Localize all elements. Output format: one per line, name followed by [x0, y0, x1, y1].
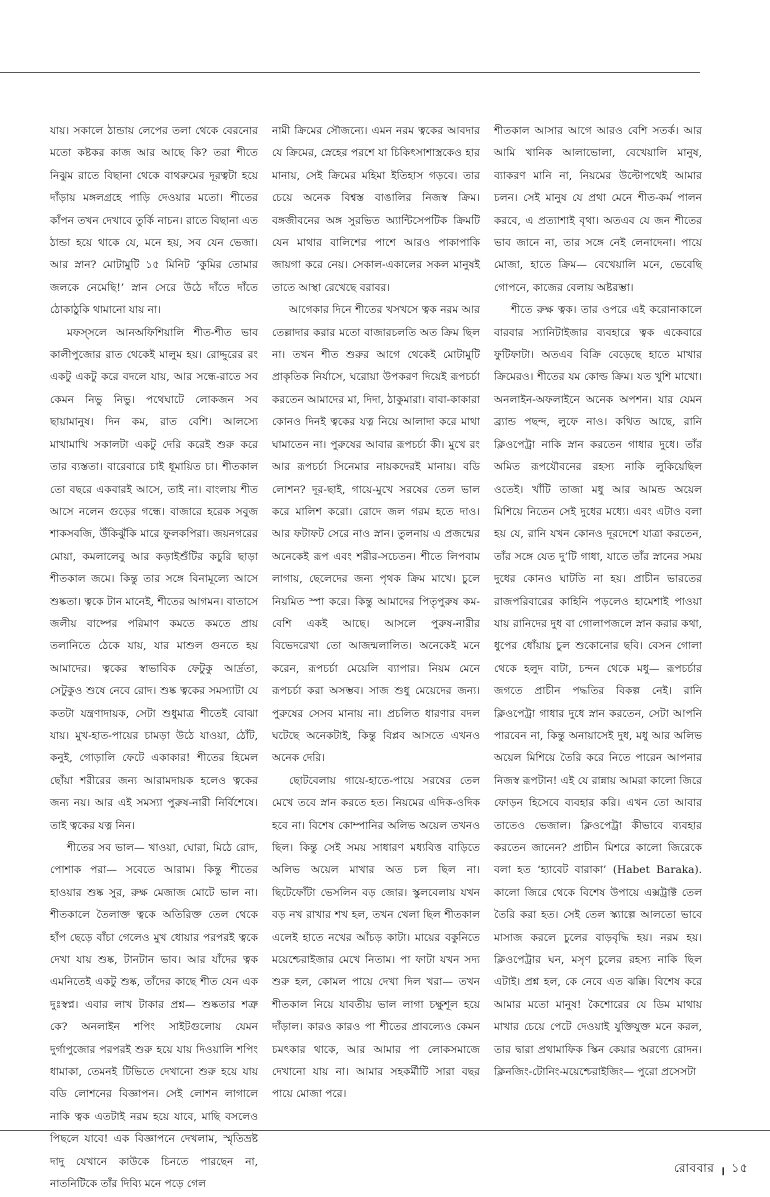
section-name: রোববার [673, 1161, 715, 1175]
page-number: ১৫ [731, 1161, 748, 1175]
paragraph: ছোটবেলায় গায়ে-হাতে-পায়ে সরষের তেল মেখে তবে স্নান করতে হত। নিয়মের এদিক-ওদিক হবে না। বিশেষ কোম্পানির অলিভ অয়েল তখনও ছিল। কিন্তু সেই সময় সাধারণ মধ্যবিত্ত বাড়িতে অলিভ অয়েল মাখার অত চল ছিল না। ছিটেফোঁটা ভেসলিন বড় জোর। স্কুলবেলায় যখন বড় নখ রাখার শখ হল, তখন খেলা ছিল শীতকাল এলেই হাতে নখের আঁচড় কাটা। মায়ের বকুনিতে ময়েশ্চেরাইজার মেখে নিতাম। পা ফাটা যখন সদ্য শুরু হল, কোমল পায়ে দেখা দিল খরা— তখন শীতকাল নিয়ে যাবতীয় ভাল লাগা চক্ষুশূল হয়ে দাঁড়াল। কারও কারও পা শীতের প্রাবল্যেও কেমন চমৎকার থাকে, আর আমার পা লোকসমাজে দেখানো যায় না। আমার সহকর্মীটি সারা বছর পায়ে মোজা পরে। [272, 774, 480, 1101]
paragraph: মফস্সলে আনঅফিশিয়ালি শীত-শীত ভাব কালীপুজোর রাত থেকেই মালুম হয়। রোদ্দুরের রং একটু একটু করে বদলে যায়, আর সন্ধে-রাতে সব কেমন নিভু নিভু। পথেঘাটে লোকজন সব ছায়ামানুষ। দিন কম, রাত বেশি। আলস্যে মাখামাখি সকালটা একটু দেরি করেই শুরু করে তার ব্যস্ততা। বারেবারে চাই ধূমায়িত চা। শীতকাল তো বছরে একবারই আসে, তাই না। বাংলায় শীত আসে নলেন গুড়ের গন্ধে। বাজারে হরেক সবুজ শাকসবজি, উঁকিঝুঁকি মারে ফুলকপিরা। জয়নগরের মোয়া, কমলালেবু আর কড়াইশুঁটির কচুরি ছাড়া শীতকাল জমে। কিন্তু তার সঙ্গে বিনামূল্যে আসে শুষ্কতা। ত্বকে টান মানেই, শীতের আগমন। বাতাসে জলীয় বাষ্পের পরিমাণ কমতে কমতে প্রায় তলানিতে ঠেকে যায়, যার মাশুল গুনতে হয় আমাদের। ত্বকের স্বাভাবিক ফেটুকু আর্দ্রতা, সেটুকুও শুষে নেবে রোদ। শুষ্ক ত্বকের সমস্যাটা যে কতটা যন্ত্রণাদায়ক, সেটা শুধুমাত্র শীতেই বোঝা যায়। মুখ-হাত-পায়ের চামড়া উঠে যাওয়া, ঠোঁট, কনুই, গোড়ালি ফেটে একাকার! শীতের হিমেল ছোঁয়া শরীরের জন্য আরামদায়ক হলেও ত্বকের জন্য নয়। আর এই সমস্যা পুরুষ-নারী নির্বিশেষে। তাই ত্বকের যত্ন নিন। [50, 326, 258, 832]
paragraph: শীতকাল আসার আগে আরও বেশি সতর্ক। আর আমি খানিক আলাভোলা, বেখেয়ালি মানুষ, ব্যাকরণ মানি না, নিয়মের উল্টোপথেই আমার চলন। সেই মানুষ যে প্রথা মেনে শীত-কর্ম পালন করবে, এ প্রত্যাশাই বৃথা। অতএব যে জন শীতের ভাব জানে না, তার সঙ্গে নেই লেনাদেনা। পায়ে মোজা, হাতে ক্রিম— বেখেয়ালি মনে, ভেবেছি গোপনে, কাজের বেলায় অষ্টরম্ভা। [494, 125, 702, 294]
paragraph: আগেকার দিনে শীতের খসখসে ত্বক নরম আর তেল্লাদার করার মতো বাজারচলতি অত ক্রিম ছিল না। তখন শীত শুরুর আগে থেকেই মোটামুটি প্রাকৃতিক নির্যাসে, ঘরোয়া উপকরণ দিয়েই রূপচর্চা করতেন আমাদের মা, দিদা, ঠাকুমারা। বাবা-কাকারা কোনও দিনই ত্বকের যত্ন নিয়ে আলাদা করে মাথা ঘামাতেন না। পুরুষের আবার রূপচর্চা কী। মুখে রং আর রূপচর্চা সিনেমার নায়কদেরই মানায়। বডি লোশন? দূর-ছাই, গায়ে-মুখে সরষের তেল ভাল করে মালিশ করো। রোদে জল গরম হতে দাও। আর ফটাফট সেরে নাও স্নান। তুলনায় এ প্রজন্মের অনেকেই রূপ এবং শরীর-সচেতন। শীতে লিপবাম লাগায়, ছেলেদের জন্য পৃথক ক্রিম মাখে। চুলে নিয়মিত স্পা করে। কিন্তু আমাদের পিতৃপুরুষ কম-বেশি একই আছে। আসলে পুরুষ-নারীর বিভেদরেখা তো আজন্মলালিত। অনেকেই মনে করেন, রূপচর্চা মেয়েলি ব্যাপার। নিয়ম মেনে রূপচর্চা করা অসম্ভব। সাজ শুধু মেয়েদের জন্য। পুরুষের সেসব মানায় না। প্রচলিত ধারণার বদল ঘটেছে অনেকটাই, কিন্তু বিপ্লব আসতে এখনও অনেক দেরি। [272, 304, 480, 765]
footer-separator: । [720, 1163, 726, 1178]
paragraph: শীতের সব ভাল— খাওয়া, ঘোরা, মিঠে রোদ, পোশাক পরা— সবেতে আরাম। কিন্তু শীতের হাওয়ার শুষ্ক সুর, রুক্ষ মেজাজ মোটে ভাল না। শীতকালে তৈলাক্ত ত্বকে অতিরিক্ত তেল থেকে হাঁপ ছেড়ে বাঁচা গেলেও মুখ ধোয়ার পরপরই ত্বকে দেখা যায় শুষ্ক, টানটান ভাব। আর যাঁদের ত্বক এমনিতেই একটু শুষ্ক, তাঁদের কাছে শীত যেন এক দুঃস্বপ্ন। এবার লাখ টাকার প্রশ্ন— শুষ্কতার শত্রু কে? অনলাইন শপিং সাইটগুলোয় যেমন দুর্গাপুজোর পরপরই শুরু হয়ে যায় দিওয়ালি শপিং ধামাকা, তেমনই টিভিতে দেখানো শুরু হয়ে যায় বডি লোশনের বিজ্ঞাপন। সেই লোশন লাগালে নাকি ত্বক এতটাই নরম হয়ে যাবে, মাছি বসলেও পিছলে যাবে! এক বিজ্ঞাপনে দেখলাম, স্মৃতিভ্রষ্ট দাদু যেখানে কাউকে চিনতে পারছেন না, নাতনিটিকে তাঁর দিব্যি মনে পড়ে গেল [50, 842, 258, 1191]
paragraph: নামী ক্রিমের সৌজন্যে। এমন নরম ত্বকের আবদার যে ক্রিমের, স্নেহের পরশে যা চিকিৎসাশাস্ত্রকেও হার মানায়, সেই ক্রিমের মহিমা ইতিহাস গড়বে। তার চেয়ে অনেক বিশ্বস্ত বাঙালির নিজস্ব ক্রিম। বঙ্গজীবনের অঙ্গ সুরভিত অ্যান্টিসেপটিক ক্রিমটি যেন মাথার বালিশের পাশে আরও পাকাপাকি জায়গা করে নেয়। সেকাল-একালের সকল মানুষই তাতে আস্থা রেখেছে বরাবর। [272, 125, 480, 294]
bottom-rule [0, 1130, 770, 1131]
paragraph: শীতে রুক্ষ ত্বক। তার ওপরে এই করোনাকালে বারবার স্যানিটাইজার ব্যবহারে ত্বক একেবারে ফুটিফাটা। অতএব বিক্রি বেড়েছে হাতে মাখার ক্রিমেরও। শীতের যম কোল্ড ক্রিম। যত খুশি মাখো। অনলাইন-অফলাইনে অনেক অপশন। যার যেমন ব্র্যান্ড পছন্দ, লুফে নাও। কথিত আছে, রানি ক্লিওপেট্রা নাকি স্নান করতেন গাধার দুধে। তাঁর অমিত রূপযৌবনের রহস্য নাকি লুকিয়েছিল ওতেই। খাঁটি তাজা মধু আর আমন্ড অয়েল মিশিয়ে নিতেন সেই দুধের মধ্যে। এবং এটাও বলা হয় যে, রানি যখন কোনও দূরদেশে যাত্রা করতেন, তাঁর সঙ্গে যেত দু’টি গাধা, যাতে তাঁর স্নানের সময় দুধের কোনও ঘাটতি না হয়। প্রাচীন ভারতের রাজপরিবারের কাহিনি পড়লেও হামেশাই পাওয়া যায় রানিদের দুধ বা গোলাপজলে স্নান করার কথা, ধুপের ধোঁয়ায় চুল শুকোনোর ছবি। বেসন গোলা থেকে হলুদ বাটা, চন্দন থেকে মধু— রূপচর্চার জগতে প্রাচীন পদ্ধতির বিকল্প নেই। রানি ক্লিওপেট্রা গাধার দুধে স্নান করতেন, সেটা আপনি পারবেন না, কিন্তু অনায়াসেই দুধ, মধু আর অলিভ অয়েল মিশিয়ে তৈরি করে নিতে পারেন আপনার নিজস্ব রূপটান! এই যে রান্নায় আমরা কালো জিরে ফোড়ন হিসেবে ব্যবহার করি। এখন তো আবার তাতেও ভেজাল। ক্লিওপেট্রা কীভাবে ব্যবহার করতেন জানেন? প্রাচীন মিশরে কালো জিরেকে বলা হত ‘হ্যাবেট বারাকা’ (Habet Baraka). কালো জিরে থেকে বিশেষ উপায়ে এক্সট্রাক্ট তেল তৈরি করা হত। সেই তেল স্ক্যাল্পে আলতো ভাবে মাসাজ করলে চুলের বাড়বৃদ্ধি হয়। নরম হয়। ক্লিওপেট্রার ঘন, মসৃণ চুলের রহস্য নাকি ছিল এটাই। প্রশ্ন হল, কে নেবে এত ঝক্কি। বিশেষ করে আমার মতো মানুষ! কৈশোরের যে ডিম মাথায় মাখার চেয়ে পেটে দেওয়াই যুক্তিযুক্ত মনে করল, তার দ্বারা প্রথামাফিক স্কিন কেয়ার অরণ্যে রোদন। ক্লিনজিং-টোনিং-ময়েশ্চেরাইজিং— পুরো প্রসেসটা [494, 304, 702, 1079]
column-3 [494, 120, 702, 1120]
column-1 [50, 120, 258, 1191]
top-rule [0, 72, 700, 73]
column-2 [272, 120, 480, 1120]
page-footer [674, 1160, 748, 1180]
paragraph: যায়। সকালে ঠান্ডায় লেপের তলা থেকে বেরনোর মতো কষ্টকর কাজ আর আছে কি? তরা শীতে নিঝুম রাতে বিছানা থেকে বাথরুমের দূরত্বটা হয়ে দাঁড়ায় মঙ্গলগ্রহে পাড়ি দেওয়ার মতো। শীতের কাঁপন তখন দেখাবে তুর্কি নাচন। রাতে বিছানা এত ঠান্ডা হয়ে থাকে যে, মনে হয়, সব যেন ভেজা। আর স্নান? মোটামুটি ১৫ মিনিট ‘কুমির তোমার জলকে নেমেছি!’ স্নান সেরে উঠে দাঁতে দাঁতে ঠোকাঠুকি থামানো যায় না। [50, 125, 258, 317]
